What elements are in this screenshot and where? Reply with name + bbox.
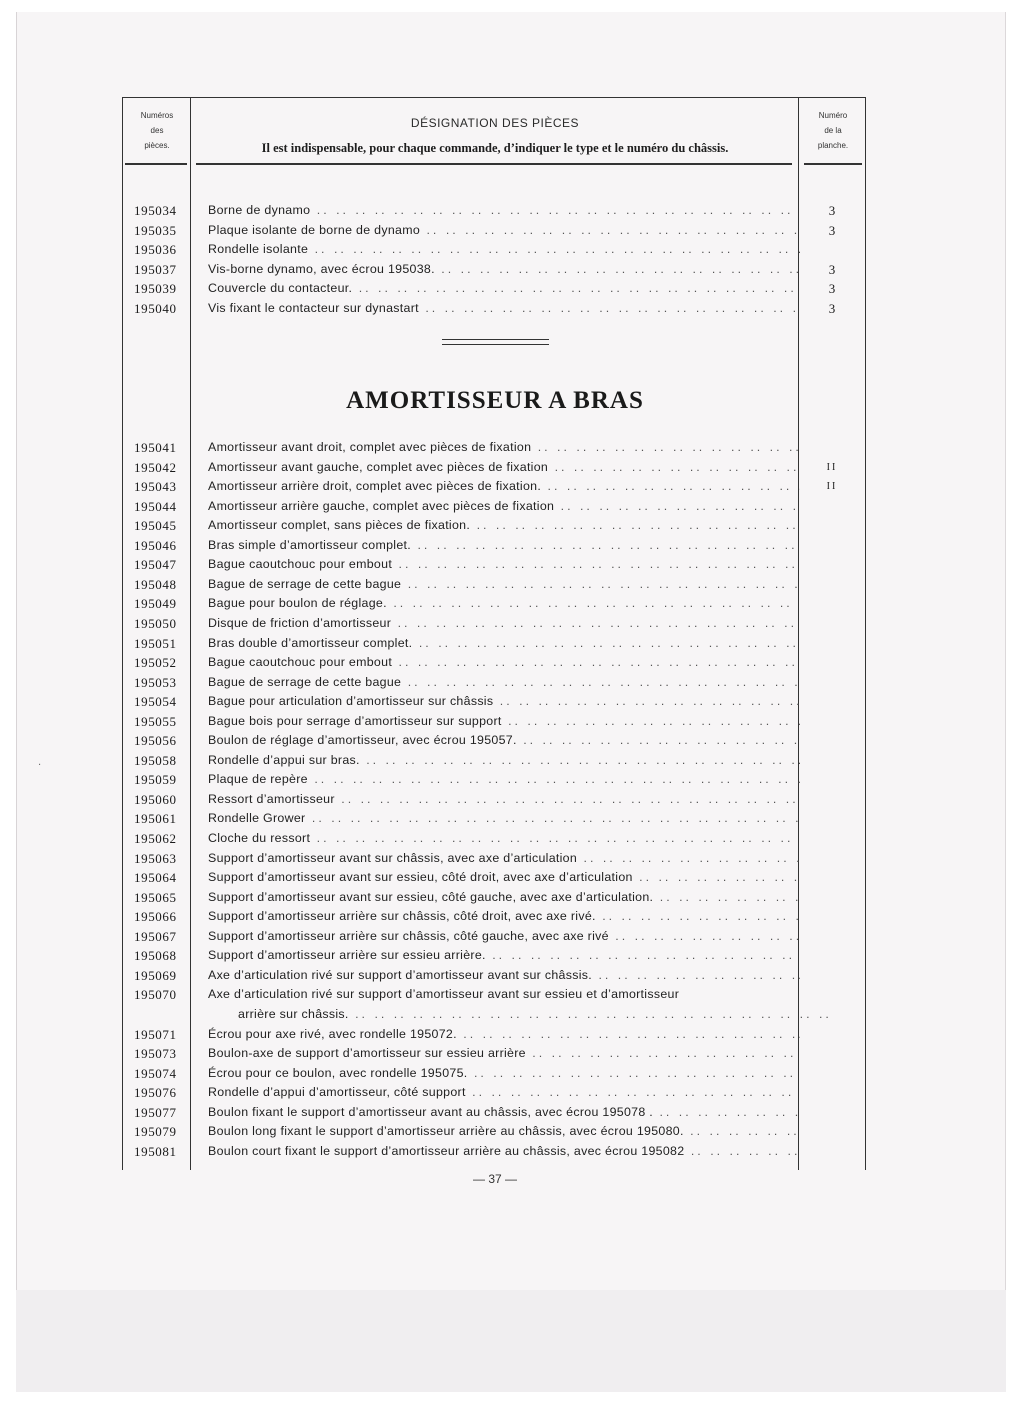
part-number: 195069 — [134, 967, 177, 983]
section-title: AMORTISSEUR A BRAS — [346, 387, 644, 414]
part-number: 195050 — [134, 615, 177, 631]
part-number: 195058 — [134, 752, 177, 768]
part-number: 195062 — [134, 831, 177, 846]
part-description: Plaque isolante de borne de dynamo .. .. — [208, 223, 800, 237]
part-number: 195045 — [134, 518, 177, 534]
part-description: Amortisseur complet, sans pièces de fixation. .. .. — [208, 518, 800, 532]
table-row — [122, 280, 866, 300]
table-row — [122, 1104, 866, 1124]
table-row — [122, 908, 866, 928]
part-number: 195063 — [134, 850, 177, 866]
table-row — [122, 635, 866, 655]
part-number: 195035 — [134, 222, 177, 238]
part-number: 195064 — [134, 870, 177, 886]
part-number: 195054 — [134, 694, 177, 710]
part-description: Amortisseur avant gauche, complet avec pièces de fixation .. .. — [208, 460, 800, 474]
part-number: 195079 — [134, 1124, 177, 1140]
table-row — [122, 222, 866, 242]
part-description: Rondelle isolante .. .. — [208, 242, 800, 256]
table-row — [122, 1006, 866, 1026]
part-description: Boulon-axe de support d’amortisseur sur essieu arrière .. .. — [208, 1046, 800, 1060]
plate-number: II — [826, 461, 838, 473]
table-row — [122, 615, 866, 635]
part-number: 195076 — [134, 1085, 177, 1101]
part-description: Support d’amortisseur arrière sur châssis, côté droit, avec axe rivé. .. .. — [208, 909, 800, 923]
section-separator — [442, 339, 549, 345]
part-number: 195040 — [134, 301, 177, 316]
table-row — [122, 261, 866, 281]
table-row — [122, 478, 866, 498]
table-row — [122, 537, 866, 557]
plate-number: 3 — [828, 261, 836, 277]
part-number: 195048 — [134, 576, 177, 592]
table-row — [122, 986, 866, 1006]
part-description: Bras simple d’amortisseur complet. .. .. — [208, 538, 800, 552]
part-number: 195036 — [134, 242, 177, 258]
part-number: 195066 — [134, 909, 177, 925]
header-plate-label — [802, 108, 864, 153]
part-number: 195077 — [134, 1104, 177, 1120]
part-description: Boulon de réglage d’amortisseur, avec écrou 195057. .. .. — [208, 733, 800, 747]
plate-number: 3 — [828, 301, 836, 316]
header-numbers-line3: pièces. — [144, 141, 170, 150]
part-number: 195074 — [134, 1065, 177, 1081]
part-description: Axe d’articulation rivé sur support d’amortisseur avant sur essieu et d’amortisseur — [208, 987, 680, 1002]
header-plate-line3: planche. — [817, 141, 849, 150]
header-plate-line1: Numéro — [818, 111, 848, 120]
plate-number: 3 — [828, 281, 836, 297]
table-row — [122, 791, 866, 811]
header-rule-plate — [804, 163, 862, 167]
part-description: Rondelle d’appui d’amortisseur, côté support .. .. — [208, 1085, 800, 1099]
part-number: 195081 — [134, 1143, 177, 1159]
part-description: Disque de friction d’amortisseur .. .. — [208, 616, 800, 630]
part-description: Bague de serrage de cette bague .. .. — [208, 675, 800, 689]
part-number: 195049 — [134, 596, 177, 612]
scan-speck: ‧ — [38, 760, 42, 771]
header-subtitle: Il est indispensable, pour chaque commande, d’indiquer le type et le numéro du châssis. — [261, 141, 729, 155]
table-row — [122, 850, 866, 870]
header-numbers-line2: des — [150, 126, 164, 135]
part-number: 195065 — [134, 889, 177, 905]
table-row — [122, 459, 866, 479]
header-rule-numbers — [125, 163, 187, 167]
part-description: Couvercle du contacteur. .. .. — [208, 281, 800, 295]
part-number: 195042 — [134, 459, 177, 475]
part-description: arrière sur châssis. .. .. — [238, 1007, 830, 1021]
part-description: Boulon court fixant le support d’amortisseur arrière au châssis, avec écrou 195082 .. .. — [208, 1144, 800, 1158]
part-description: Vis fixant le contacteur sur dynastart .. .. — [208, 301, 800, 315]
plate-number: 3 — [828, 222, 836, 238]
part-number: 195034 — [134, 203, 177, 218]
part-description: Borne de dynamo .. .. — [208, 203, 800, 217]
table-row — [122, 1065, 866, 1085]
table-row — [122, 674, 866, 694]
part-number: 195060 — [134, 791, 177, 807]
part-description: Écrou pour axe rivé, avec rondelle 195072. .. .. — [208, 1027, 800, 1041]
part-number: 195061 — [134, 811, 177, 827]
table-row — [122, 654, 866, 674]
table-row — [122, 947, 866, 967]
table-row — [122, 595, 866, 615]
part-description: Support d’amortisseur arrière sur essieu arrière. .. .. — [208, 948, 800, 962]
table-row — [122, 300, 866, 320]
part-number: 195070 — [134, 987, 177, 1003]
part-description: Amortisseur avant droit, complet avec pièces de fixation .. .. — [208, 440, 800, 454]
part-description: Bague pour articulation d’amortisseur sur châssis .. .. — [208, 694, 800, 708]
part-description: Boulon fixant le support d’amortisseur avant au châssis, avec écrou 195078 . .. .. — [208, 1105, 800, 1119]
header-rule-designation — [196, 163, 792, 167]
part-description: Support d’amortisseur avant sur essieu, côté gauche, avec axe d’articulation. .. .. — [208, 890, 800, 904]
part-description: Boulon long fixant le support d’amortisseur arrière au châssis, avec écrou 195080. .. .. — [208, 1124, 800, 1138]
table-row — [122, 967, 866, 987]
table-row — [122, 1084, 866, 1104]
header-numbers-label — [126, 108, 188, 153]
part-number: 195043 — [134, 479, 177, 495]
part-description: Support d’amortisseur avant sur essieu, côté droit, avec axe d’articulation .. .. — [208, 870, 800, 884]
table-row — [122, 1045, 866, 1065]
part-number: 195041 — [134, 440, 177, 455]
part-description: Amortisseur arrière droit, complet avec pièces de fixation. .. .. — [208, 479, 800, 493]
table-row — [122, 889, 866, 909]
part-number: 195068 — [134, 948, 177, 964]
part-number: 195053 — [134, 674, 177, 690]
part-number: 195037 — [134, 261, 177, 277]
part-description: Axe d’articulation rivé sur support d’amortisseur avant sur châssis. .. .. — [208, 968, 800, 982]
part-number: 195046 — [134, 537, 177, 553]
part-number: 195073 — [134, 1046, 177, 1062]
table-row — [122, 810, 866, 830]
plate-number: 3 — [828, 203, 836, 218]
header-numbers-line1: Numéros — [140, 111, 174, 120]
part-number: 195067 — [134, 928, 177, 944]
part-description: Plaque de repère .. .. — [208, 772, 800, 786]
part-number: 195056 — [134, 733, 177, 749]
page-number: — 37 — — [472, 1172, 517, 1186]
table-row — [122, 1026, 866, 1046]
table-row — [122, 732, 866, 752]
table-row — [122, 202, 866, 222]
header-plate-line2: de la — [824, 126, 842, 135]
part-description: Bague caoutchouc pour embout .. .. — [208, 557, 800, 571]
table-row — [122, 1123, 866, 1143]
plate-number: II — [826, 481, 838, 493]
part-description: Bague de serrage de cette bague .. .. — [208, 577, 800, 591]
part-number: 195047 — [134, 557, 177, 573]
table-row — [122, 241, 866, 261]
table-row — [122, 830, 866, 850]
part-description: Vis-borne dynamo, avec écrou 195038. .. .. — [208, 262, 800, 276]
part-description: Support d’amortisseur avant sur châssis, avec axe d’articulation .. .. — [208, 851, 800, 865]
table-row — [122, 517, 866, 537]
table-row — [122, 498, 866, 518]
part-description: Bague bois pour serrage d’amortisseur sur support .. .. — [208, 714, 800, 728]
table-row — [122, 713, 866, 733]
table-row — [122, 928, 866, 948]
part-description: Bague caoutchouc pour embout .. .. — [208, 655, 800, 669]
part-number: 195059 — [134, 772, 177, 788]
table-row — [122, 693, 866, 713]
part-description: Bras double d’amortisseur complet. .. .. — [208, 636, 800, 650]
part-number: 195052 — [134, 655, 177, 671]
part-number: 195039 — [134, 281, 177, 297]
part-description: Rondelle Grower .. .. — [208, 811, 800, 825]
part-number: 195051 — [134, 635, 177, 651]
part-number: 195044 — [134, 498, 177, 514]
part-description: Rondelle d’appui sur bras. .. .. — [208, 753, 800, 767]
part-number: 195071 — [134, 1026, 177, 1042]
part-description: Cloche du ressort .. .. — [208, 831, 800, 845]
table-row — [122, 752, 866, 772]
part-description: Support d’amortisseur arrière sur châssis, côté gauche, avec axe rivé .. .. — [208, 929, 800, 943]
table-row — [122, 576, 866, 596]
table-row — [122, 1143, 866, 1163]
part-description: Bague pour boulon de réglage. .. .. — [208, 596, 800, 610]
part-description: Écrou pour ce boulon, avec rondelle 195075. .. .. — [208, 1066, 800, 1080]
page-lower-margin — [16, 1290, 1006, 1392]
table-row — [122, 869, 866, 889]
part-number: 195055 — [134, 713, 177, 729]
table-row — [122, 556, 866, 576]
header-designation: DÉSIGNATION DES PIÈCES — [410, 116, 580, 130]
table-row — [122, 771, 866, 791]
table-row — [122, 439, 866, 459]
part-description: Ressort d’amortisseur .. .. — [208, 792, 800, 806]
part-description: Amortisseur arrière gauche, complet avec pièces de fixation .. .. — [208, 499, 800, 513]
